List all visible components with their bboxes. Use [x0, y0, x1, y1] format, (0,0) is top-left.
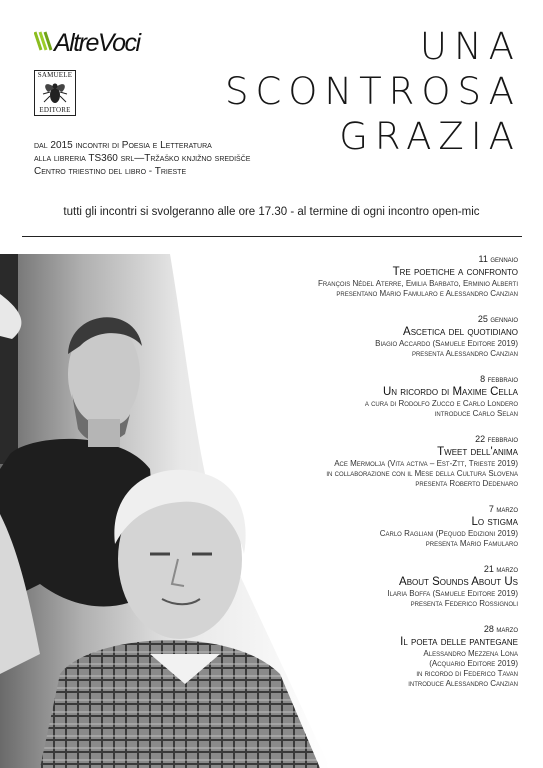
event-detail: in ricordo di Federico Tavan [416, 669, 518, 678]
event-title: Lo stigma [471, 516, 518, 528]
event-detail: Ace Mermolja (Vita activa – Est-Ztt, Trieste 2019) [334, 459, 518, 468]
event-title: Il poeta delle pantegane [400, 636, 518, 648]
event-detail: Alessandro Mezzena Lona [423, 649, 518, 658]
event-detail: Ilaria Boffa (Samuele Editore 2019) [387, 589, 518, 598]
event-item [258, 253, 518, 299]
event-date: 28 marzo [483, 624, 518, 634]
event-detail: a cura di Rodolfo Zucco e Carlo Londero [364, 399, 518, 408]
headline-line-1: UNA [419, 25, 521, 68]
event-item [258, 503, 518, 549]
event-title: Tweet dell'anima [437, 446, 518, 458]
logo-text: AltreVoci [54, 29, 140, 57]
divider [22, 236, 522, 237]
intro-line-3: Centro triestino del libro - Trieste [34, 166, 187, 177]
altrevoci-logo [34, 28, 174, 58]
event-detail: introduce Carlo Selan [434, 409, 518, 418]
intro-line-1: dal 2015 incontri di Poesia e Letteratura [34, 140, 212, 151]
event-detail: in collaborazione con il Mese della Cultura Slovena [326, 469, 518, 478]
event-date: 25 gennaio [477, 314, 518, 324]
event-detail: introduce Alessandro Canzian [408, 679, 518, 688]
event-date: 22 febbraio [475, 434, 518, 444]
event-detail: (Acquario Editore 2019) [429, 659, 518, 668]
event-detail: Carlo Ragliani (Pequod Edizioni 2019) [379, 529, 518, 538]
event-item [258, 313, 518, 359]
event-detail: presenta Roberto Dedenaro [415, 479, 518, 488]
samuele-editore-seal [34, 70, 76, 116]
event-item [258, 433, 518, 489]
event-title: Tre poetiche a confronto [392, 266, 518, 278]
schedule-note: tutti gli incontri si svolgeranno alle ore 17.30 - al termine di ogni incontro open-mic [63, 206, 480, 218]
event-detail: presenta Mario Famularo [425, 539, 518, 548]
headline-line-3: GRAZIA [339, 115, 521, 158]
event-title: Ascetica del quotidiano [403, 326, 518, 338]
event-detail: presentano Mario Famularo e Alessandro Canzian [336, 289, 518, 298]
headline-line-2: SCONTROSA [224, 70, 521, 113]
event-detail: Biagio Accardo (Samuele Editore 2019) [375, 339, 518, 348]
intro-text [34, 139, 250, 178]
event-date: 7 marzo [488, 504, 518, 514]
seal-line-2: EDITORE [39, 106, 71, 114]
event-title: About Sounds About Us [399, 576, 518, 588]
seal-line-1: SAMUELE [37, 71, 73, 79]
headline [225, 24, 521, 159]
intro-line-2: alla libreria TS360 srl—Tržaško knjižno središče [34, 153, 251, 164]
event-date: 21 marzo [483, 564, 518, 574]
event-date: 8 febbraio [480, 374, 518, 384]
bee-emblem-icon [40, 80, 70, 106]
event-schedule [258, 253, 518, 703]
event-detail: presenta Federico Rossignoli [410, 599, 518, 608]
event-item [258, 623, 518, 689]
event-detail: presenta Alessandro Canzian [411, 349, 518, 358]
event-title: Un ricordo di Maxime Cella [383, 386, 518, 398]
event-item [258, 563, 518, 609]
event-date: 11 gennaio [478, 254, 518, 264]
event-detail: François Nédel Aterre, Emilia Barbato, Erminio Alberti [318, 279, 518, 288]
event-item [258, 373, 518, 419]
